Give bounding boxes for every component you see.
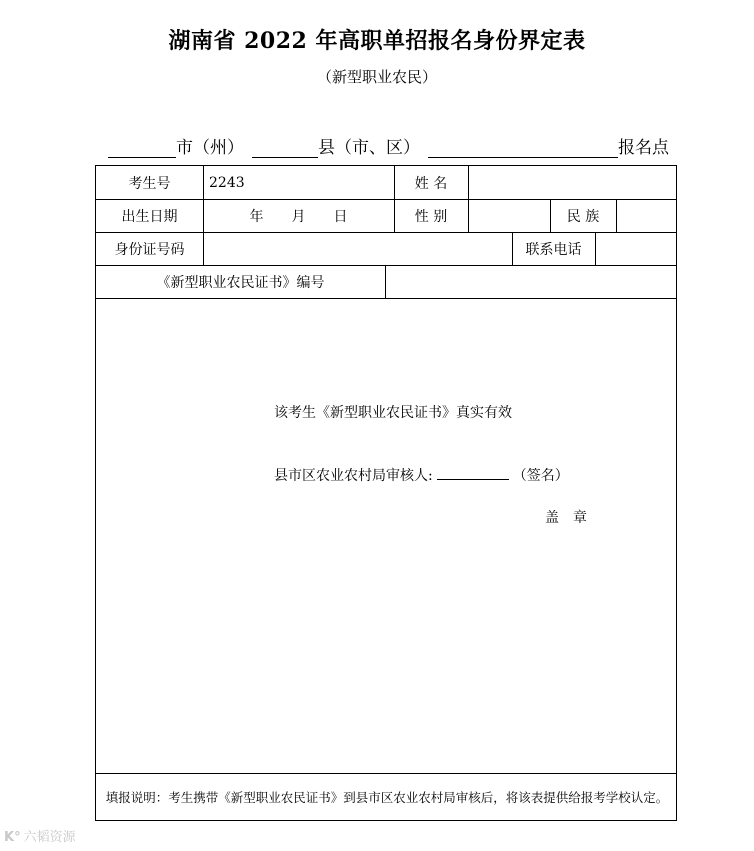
name-label: 姓 名 — [414, 175, 448, 192]
reviewer-label: 县市区农业农村局审核人: — [274, 468, 433, 484]
city-blank[interactable] — [108, 139, 176, 158]
filling-instructions: 填报说明：考生携带《新型职业农民证书》到县市区农业农村局审核后，将该表提供给报考学校认定。 — [105, 790, 669, 805]
identity-form — [95, 165, 677, 821]
page-subtitle: （新型职业农民） — [316, 68, 437, 86]
watermark — [4, 826, 76, 845]
reviewer-signature-blank[interactable] — [437, 465, 509, 480]
phone-label: 联系电话 — [525, 241, 582, 258]
birth-date-label: 出生日期 — [121, 208, 178, 225]
certificate-number-field[interactable] — [385, 265, 677, 298]
gender-field[interactable] — [468, 199, 550, 232]
name-field[interactable] — [468, 166, 677, 199]
exam-no-label: 考生号 — [128, 175, 171, 192]
phone-field[interactable] — [595, 232, 677, 265]
id-number-label: 身份证号码 — [114, 241, 185, 258]
exam-no-field[interactable]: 2243 — [209, 174, 245, 191]
location-line — [108, 133, 669, 157]
site-label: 报名点 — [618, 138, 669, 158]
certificate-number-label: 《新型职业农民证书》编号 — [156, 274, 325, 291]
gender-label: 性 别 — [414, 208, 448, 225]
county-label: 县（市、区） — [318, 138, 420, 158]
page-title: 湖南省 2022 年高职单招报名身份界定表 — [168, 28, 586, 54]
city-label: 市（州） — [176, 138, 244, 158]
signature-hint: （签名） — [512, 468, 569, 484]
reviewer-line — [274, 465, 569, 485]
birth-date-field[interactable]: 年 月 日 — [249, 208, 348, 225]
ethnicity-field[interactable] — [616, 199, 677, 232]
watermark-text: 六韬资源 — [23, 830, 76, 845]
row-divider — [96, 298, 676, 299]
logo-icon: K° — [4, 830, 21, 845]
county-blank[interactable] — [252, 139, 318, 158]
ethnicity-label: 民 族 — [566, 208, 600, 225]
site-blank[interactable] — [428, 139, 618, 158]
row-divider — [96, 773, 676, 774]
id-number-field[interactable] — [203, 232, 512, 265]
verification-statement: 该考生《新型职业农民证书》真实有效 — [274, 405, 512, 421]
seal-label: 盖 章 — [545, 510, 587, 526]
